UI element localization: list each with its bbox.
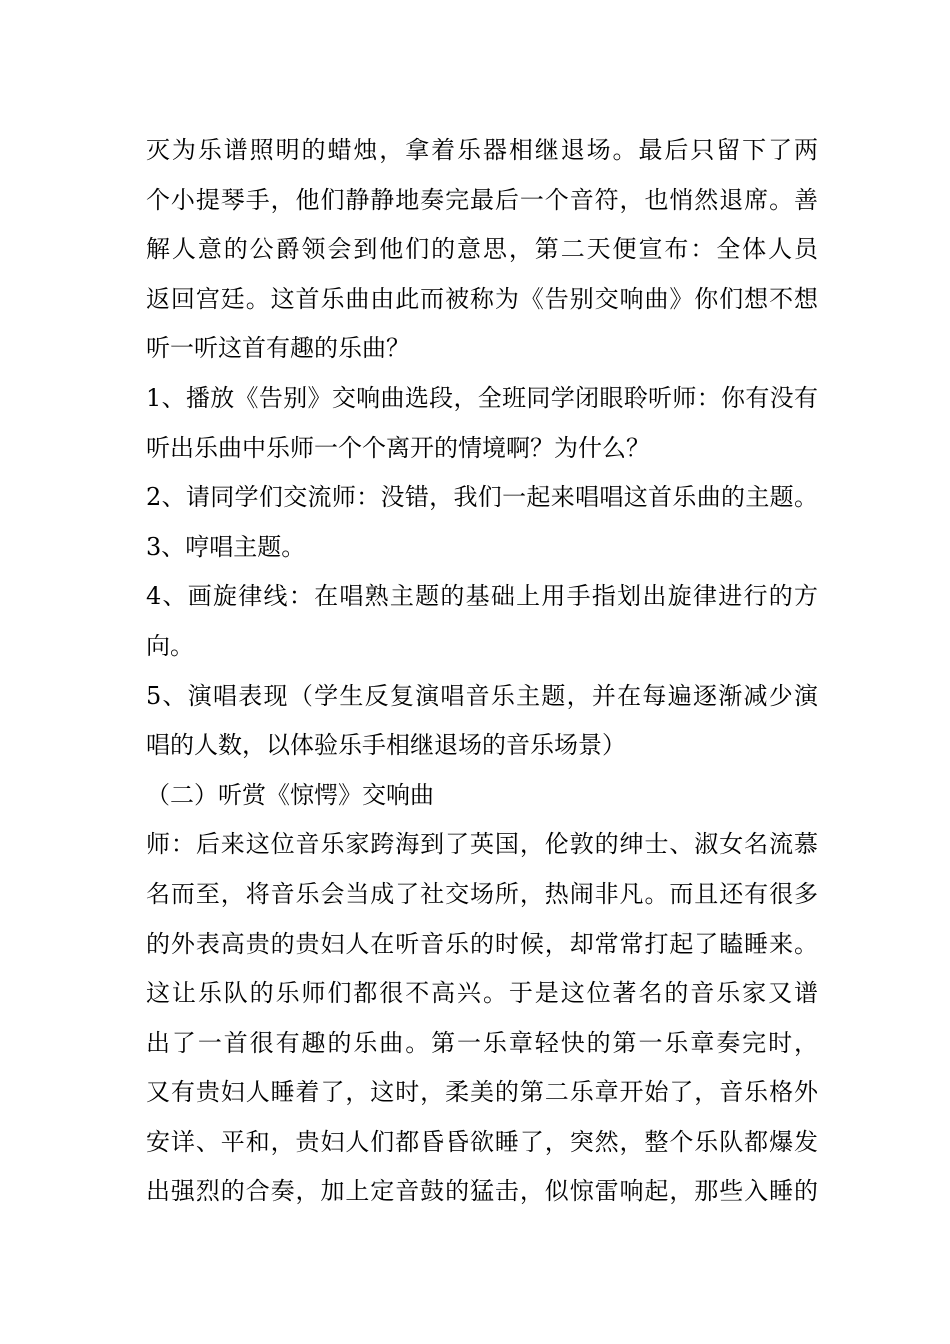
text-line: 解人意的公爵领会到他们的意思，第二天便宣布：全体人员 xyxy=(146,235,818,264)
text-line: 返回宫廷。这首乐曲由此而被称为《告别交响曲》你们想不想 xyxy=(146,284,818,313)
text-line: 听出乐曲中乐师一个个离开的情境啊？为什么？ xyxy=(146,433,650,462)
text-line: 向。 xyxy=(146,631,194,660)
text-line: 灭为乐谱照明的蜡烛，拿着乐器相继退场。最后只留下了两 xyxy=(146,136,818,164)
text-line: 4、画旋律线：在唱熟主题的基础上用手指划出旋律进行的方 xyxy=(146,582,818,611)
text-line: 出了一首很有趣的乐曲。第一乐章轻快的第一乐章奏完时， xyxy=(146,1028,818,1057)
text-line: 听一听这首有趣的乐曲？ xyxy=(146,334,410,363)
text-line: 唱的人数，以体验乐手相继退场的音乐场景） xyxy=(146,731,626,760)
text-line: 1、播放《告别》交响曲选段，全班同学闭眼聆听师：你有没有 xyxy=(146,383,818,412)
text-line: 师：后来这位音乐家跨海到了英国，伦敦的绅士、淑女名流慕 xyxy=(146,830,818,859)
text-line: 个小提琴手，他们静静地奏完最后一个音符，也悄然退席。善 xyxy=(146,185,818,214)
text-line: 名而至，将音乐会当成了社交场所，热闹非凡。而且还有很多 xyxy=(146,879,818,908)
text-line: 出强烈的合奏，加上定音鼓的猛击，似惊雷响起，那些入睡的 xyxy=(146,1177,818,1206)
text-line: 的外表高贵的贵妇人在听音乐的时候，却常常打起了瞌睡来。 xyxy=(146,929,818,958)
body-text xyxy=(146,126,818,1217)
text-line: 3、哼唱主题。 xyxy=(146,532,306,561)
section-heading: （二）听赏《惊愕》交响曲 xyxy=(146,780,434,809)
text-line: 安详、平和，贵妇人们都昏昏欲睡了，突然，整个乐队都爆发 xyxy=(146,1127,818,1156)
text-line: 又有贵妇人睡着了，这时，柔美的第二乐章开始了，音乐格外 xyxy=(146,1078,818,1107)
text-line: 2、请同学们交流师：没错，我们一起来唱唱这首乐曲的主题。 xyxy=(146,483,818,512)
text-line: 这让乐队的乐师们都很不高兴。于是这位著名的音乐家又谱 xyxy=(146,979,818,1008)
text-line: 5、演唱表现（学生反复演唱音乐主题，并在每遍逐渐减少演 xyxy=(146,681,818,710)
